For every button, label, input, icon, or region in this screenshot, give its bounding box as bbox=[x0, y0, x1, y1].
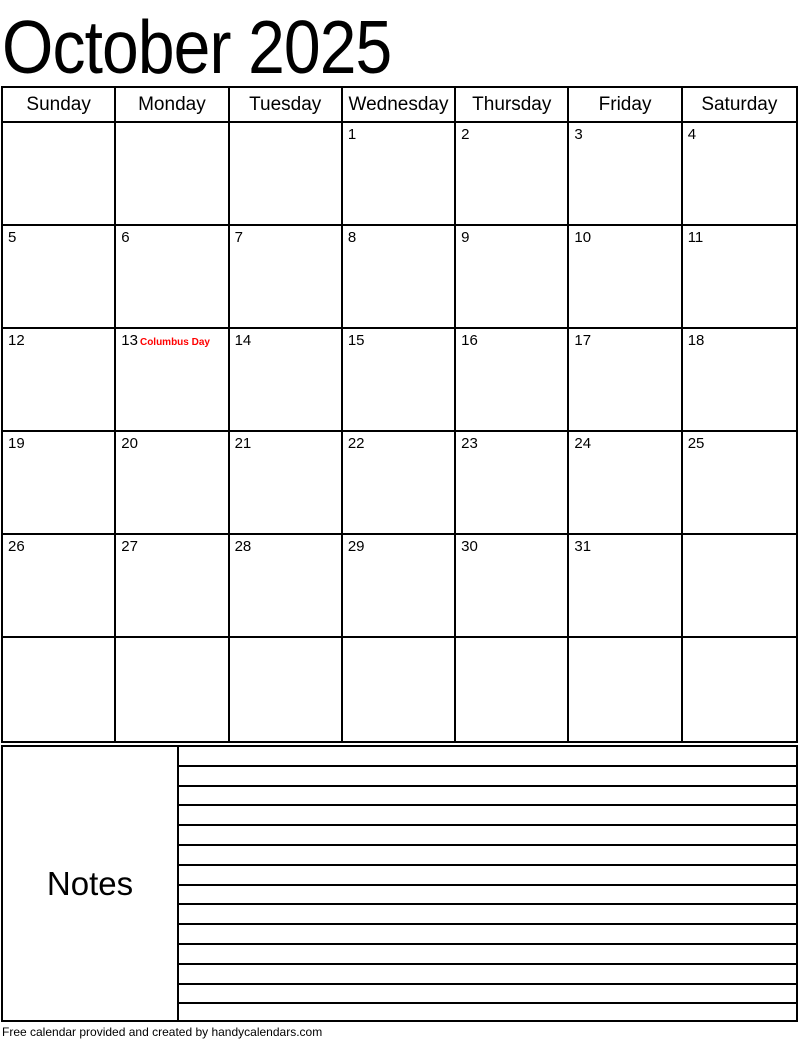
day-number: 20 bbox=[121, 435, 138, 452]
calendar-cell bbox=[343, 329, 456, 432]
notes-label-box bbox=[3, 747, 179, 1020]
calendar-cell bbox=[230, 226, 343, 329]
note-line bbox=[179, 866, 796, 886]
calendar-cell bbox=[456, 535, 569, 638]
calendar-cell bbox=[456, 123, 569, 226]
day-number: 28 bbox=[234, 538, 252, 555]
calendar-cell bbox=[3, 432, 116, 535]
calendar-cell bbox=[683, 329, 796, 432]
weekday-header-saturday: Saturday bbox=[683, 88, 796, 123]
day-number: 23 bbox=[461, 435, 478, 452]
note-line bbox=[179, 905, 796, 925]
day-number: 26 bbox=[8, 538, 25, 555]
note-line bbox=[179, 925, 796, 945]
day-number: 11 bbox=[687, 229, 704, 246]
footer-credit: Free calendar provided and created by handycalendars.com bbox=[2, 1025, 323, 1039]
note-line bbox=[179, 747, 796, 767]
note-line bbox=[179, 965, 796, 985]
calendar-cell bbox=[456, 226, 569, 329]
day-number: 6 bbox=[121, 229, 130, 246]
calendar-cell bbox=[230, 329, 343, 432]
calendar-cell bbox=[569, 123, 682, 226]
note-line bbox=[179, 806, 796, 826]
day-number: 31 bbox=[574, 538, 592, 555]
calendar-cell bbox=[343, 638, 456, 741]
day-number: 22 bbox=[347, 435, 365, 452]
note-line bbox=[179, 886, 796, 906]
day-number: 8 bbox=[347, 229, 357, 246]
day-number: 13 bbox=[121, 332, 138, 349]
calendar-cell bbox=[683, 226, 796, 329]
day-number: 30 bbox=[461, 538, 478, 555]
calendar-cell bbox=[343, 535, 456, 638]
day-number: 12 bbox=[8, 332, 25, 349]
calendar-cell bbox=[3, 226, 116, 329]
calendar-cell bbox=[230, 535, 343, 638]
calendar-cell bbox=[569, 535, 682, 638]
weekday-header-wednesday: Wednesday bbox=[343, 88, 456, 123]
calendar-cell bbox=[3, 638, 116, 741]
calendar-cell bbox=[569, 329, 682, 432]
calendar-cell bbox=[3, 123, 116, 226]
calendar-cell bbox=[343, 226, 456, 329]
day-number: 17 bbox=[574, 332, 592, 349]
day-number: 18 bbox=[687, 332, 705, 349]
notes-label: Notes bbox=[46, 864, 134, 902]
day-number: 24 bbox=[574, 435, 592, 452]
calendar-cell bbox=[116, 329, 229, 432]
note-line bbox=[179, 945, 796, 965]
calendar-cell bbox=[3, 535, 116, 638]
calendar-cell bbox=[683, 535, 796, 638]
note-line bbox=[179, 826, 796, 846]
weekday-header-tuesday: Tuesday bbox=[230, 88, 343, 123]
calendar-cell bbox=[683, 123, 796, 226]
calendar-cell bbox=[683, 638, 796, 741]
note-line bbox=[179, 985, 796, 1005]
calendar-cell bbox=[683, 432, 796, 535]
calendar-cell bbox=[456, 638, 569, 741]
calendar-cell bbox=[343, 123, 456, 226]
day-number: 27 bbox=[121, 538, 138, 555]
note-line bbox=[179, 787, 796, 807]
day-number: 9 bbox=[461, 229, 470, 246]
calendar-cell bbox=[343, 432, 456, 535]
calendar-cell bbox=[456, 329, 569, 432]
day-number: 4 bbox=[687, 126, 697, 143]
weekday-header-sunday: Sunday bbox=[3, 88, 116, 123]
day-number: 16 bbox=[461, 332, 478, 349]
notes-section bbox=[1, 745, 798, 1022]
calendar-title: October 2025 bbox=[2, 5, 392, 89]
calendar-cell bbox=[230, 432, 343, 535]
day-number: 1 bbox=[347, 126, 357, 143]
holiday-label: Columbus Day bbox=[139, 337, 210, 348]
day-number: 5 bbox=[8, 229, 17, 246]
calendar-cell bbox=[569, 432, 682, 535]
weekday-header-friday: Friday bbox=[569, 88, 682, 123]
day-number: 15 bbox=[347, 332, 365, 349]
calendar-cell bbox=[230, 638, 343, 741]
calendar-cell bbox=[456, 432, 569, 535]
calendar-cell bbox=[569, 638, 682, 741]
calendar-cell bbox=[3, 329, 116, 432]
weekday-header-monday: Monday bbox=[116, 88, 229, 123]
calendar-cell bbox=[116, 535, 229, 638]
day-number: 29 bbox=[347, 538, 365, 555]
calendar-cell bbox=[116, 432, 229, 535]
day-number: 3 bbox=[574, 126, 583, 143]
calendar-cell bbox=[116, 638, 229, 741]
note-line bbox=[179, 846, 796, 866]
day-number: 2 bbox=[461, 126, 470, 143]
calendar-grid bbox=[1, 86, 798, 743]
note-line bbox=[179, 767, 796, 787]
weekday-header-thursday: Thursday bbox=[456, 88, 569, 123]
day-number: 7 bbox=[234, 229, 243, 246]
calendar-cell bbox=[230, 123, 343, 226]
day-number: 10 bbox=[574, 229, 592, 246]
notes-lines bbox=[179, 747, 796, 1020]
calendar-cell bbox=[569, 226, 682, 329]
day-number: 21 bbox=[234, 435, 252, 452]
day-number: 14 bbox=[234, 332, 252, 349]
day-number: 19 bbox=[8, 435, 25, 452]
day-number: 25 bbox=[687, 435, 705, 452]
calendar-cell bbox=[116, 123, 229, 226]
calendar-cell bbox=[116, 226, 229, 329]
